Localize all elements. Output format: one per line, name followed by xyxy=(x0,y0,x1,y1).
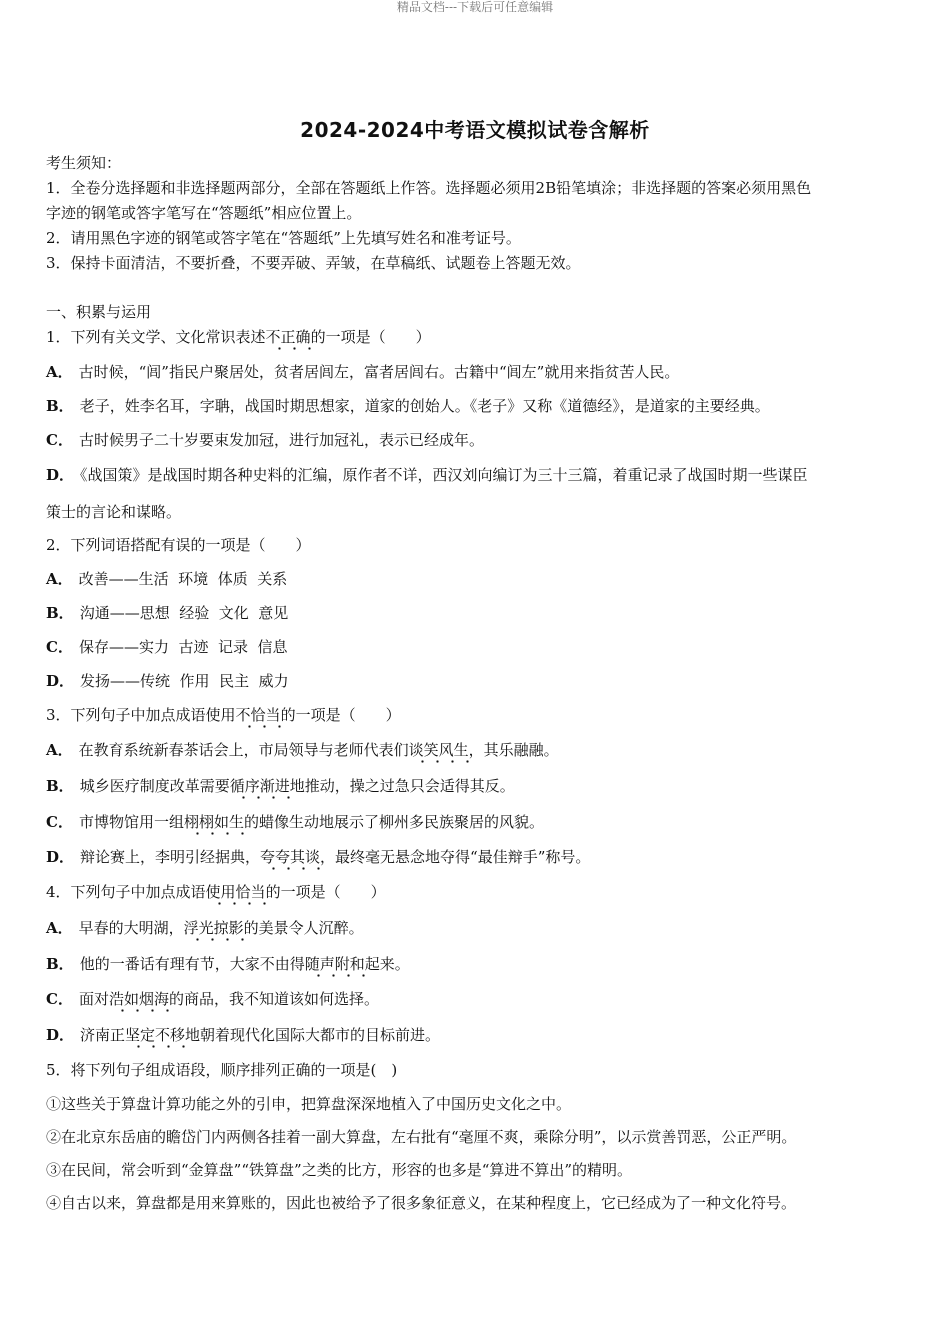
question-2-option-b: B． 沟通——思想 经验 文化 意见 xyxy=(46,604,289,622)
emphasis-mark: 使用恰当 xyxy=(205,883,266,901)
question-4-option-b: B． 他的一番话有理有节，大家不由得随声附和起来。 xyxy=(46,955,410,973)
instruction-item-3: 3．保持卡面清洁，不要折叠，不要弄破、弄皱，在草稿纸、试题卷上答题无效。 xyxy=(46,254,581,272)
question-1-option-b: B． 老子，姓李名耳，字聃，战国时期思想家，道家的创始人。《老子》又称《道德经》，是道家的主要经典。 xyxy=(46,397,770,415)
question-5-sentence-3: ③在民间，常会听到“金算盘”“铁算盘”之类的比方，形容的也多是“算进不算出”的精明。 xyxy=(46,1161,633,1179)
question-5-sentence-2: ②在北京东岳庙的瞻岱门内两侧各挂着一副大算盘，左右批有“毫厘不爽，乘除分明”，以示赏善罚恶，公正严明。 xyxy=(46,1128,797,1146)
question-2-option-c: C． 保存——实力 古迹 记录 信息 xyxy=(46,638,288,656)
question-3-stem: 3．下列句子中加点成语使用不恰当的一项是（ ） xyxy=(46,706,401,724)
question-4-option-c: C． 面对浩如烟海的商品，我不知道该如何选择。 xyxy=(46,990,379,1008)
question-1-option-d-cont: 策士的言论和谋略。 xyxy=(46,503,182,521)
emphasis-mark: 不恰当 xyxy=(235,706,281,724)
dotted-idiom: 浮光掠影 xyxy=(183,919,244,937)
instructions-heading: 考生须知： xyxy=(46,154,122,172)
section-title: 一、积累与运用 xyxy=(46,303,152,321)
instruction-item-2: 2．请用黑色字迹的钢笔或答字笔在“答题纸”上先填写姓名和准考证号。 xyxy=(46,229,521,247)
question-5-sentence-1: ①这些关于算盘计算功能之外的引申，把算盘深深地植入了中国历史文化之中。 xyxy=(46,1095,572,1113)
question-3-option-c: C． 市博物馆用一组栩栩如生的蜡像生动地展示了柳州多民族聚居的风貌。 xyxy=(46,813,544,831)
dotted-idiom: 谈笑风生 xyxy=(408,741,469,759)
question-5-stem: 5．将下列句子组成语段，顺序排列正确的一项是( ) xyxy=(46,1061,398,1079)
dotted-idiom: 夸夸其谈 xyxy=(260,848,321,866)
question-1-stem: 1．下列有关文学、文化常识表述不正确的一项是（ ） xyxy=(46,328,431,346)
watermark: 精品文档---下载后可任意编辑 xyxy=(396,0,554,14)
dotted-idiom: 随声附和 xyxy=(304,955,365,973)
question-4-stem: 4．下列句子中加点成语使用恰当的一项是（ ） xyxy=(46,883,386,901)
dotted-idiom: 浩如烟海 xyxy=(108,990,169,1008)
question-1-option-a: A． 古时候，“闾”指民户聚居处，贫者居闾左，富者居闾右。古籍中“闾左”就用来指贫苦人民。 xyxy=(46,363,680,381)
question-1-option-d: D． 《战国策》是战国时期各种史料的汇编，原作者不详，西汉刘向编订为三十三篇，着重记录了战国时期一些谋臣 xyxy=(46,466,808,484)
question-4-option-a: A． 早春的大明湖，浮光掠影的美景令人沉醉。 xyxy=(46,919,364,937)
question-5-sentence-4: ④自古以来，算盘都是用来算账的，因此也被给予了很多象征意义，在某种程度上，它已经成为了一种文化符号。 xyxy=(46,1194,797,1212)
question-1-option-c: C． 古时候男子二十岁要束发加冠，进行加冠礼，表示已经成年。 xyxy=(46,431,484,449)
dotted-idiom: 坚定不移 xyxy=(125,1026,186,1044)
question-2-stem: 2．下列词语搭配有误的一项是（ ） xyxy=(46,536,311,554)
dotted-idiom: 栩栩如生 xyxy=(183,813,244,831)
question-3-option-d: D． 辩论赛上，李明引经据典，夸夸其谈，最终毫无悬念地夺得“最佳辩手”称号。 xyxy=(46,848,591,866)
instruction-item-1: 1．全卷分选择题和非选择题两部分，全部在答题纸上作答。选择题必须用2B铅笔填涂；非选择题的答案必须用黑色 xyxy=(46,179,812,197)
page-title: 2024-2024中考语文模拟试卷含解析 xyxy=(300,118,650,142)
instruction-item-1-cont: 字迹的钢笔或答字笔写在“答题纸”相应位置上。 xyxy=(46,204,362,222)
question-3-option-b: B． 城乡医疗制度改革需要循序渐进地推动，操之过急只会适得其反。 xyxy=(46,777,515,795)
question-4-option-d: D． 济南正坚定不移地朝着现代化国际大都市的目标前进。 xyxy=(46,1026,441,1044)
question-3-option-a: A． 在教育系统新春茶话会上，市局领导与老师代表们谈笑风生，其乐融融。 xyxy=(46,741,559,759)
dotted-idiom: 循序渐进 xyxy=(229,777,290,795)
question-2-option-a: A． 改善——生活 环境 体质 关系 xyxy=(46,570,288,588)
question-2-option-d: D． 发扬——传统 作用 民主 威力 xyxy=(46,672,289,690)
emphasis-mark: 不正确 xyxy=(265,328,311,346)
